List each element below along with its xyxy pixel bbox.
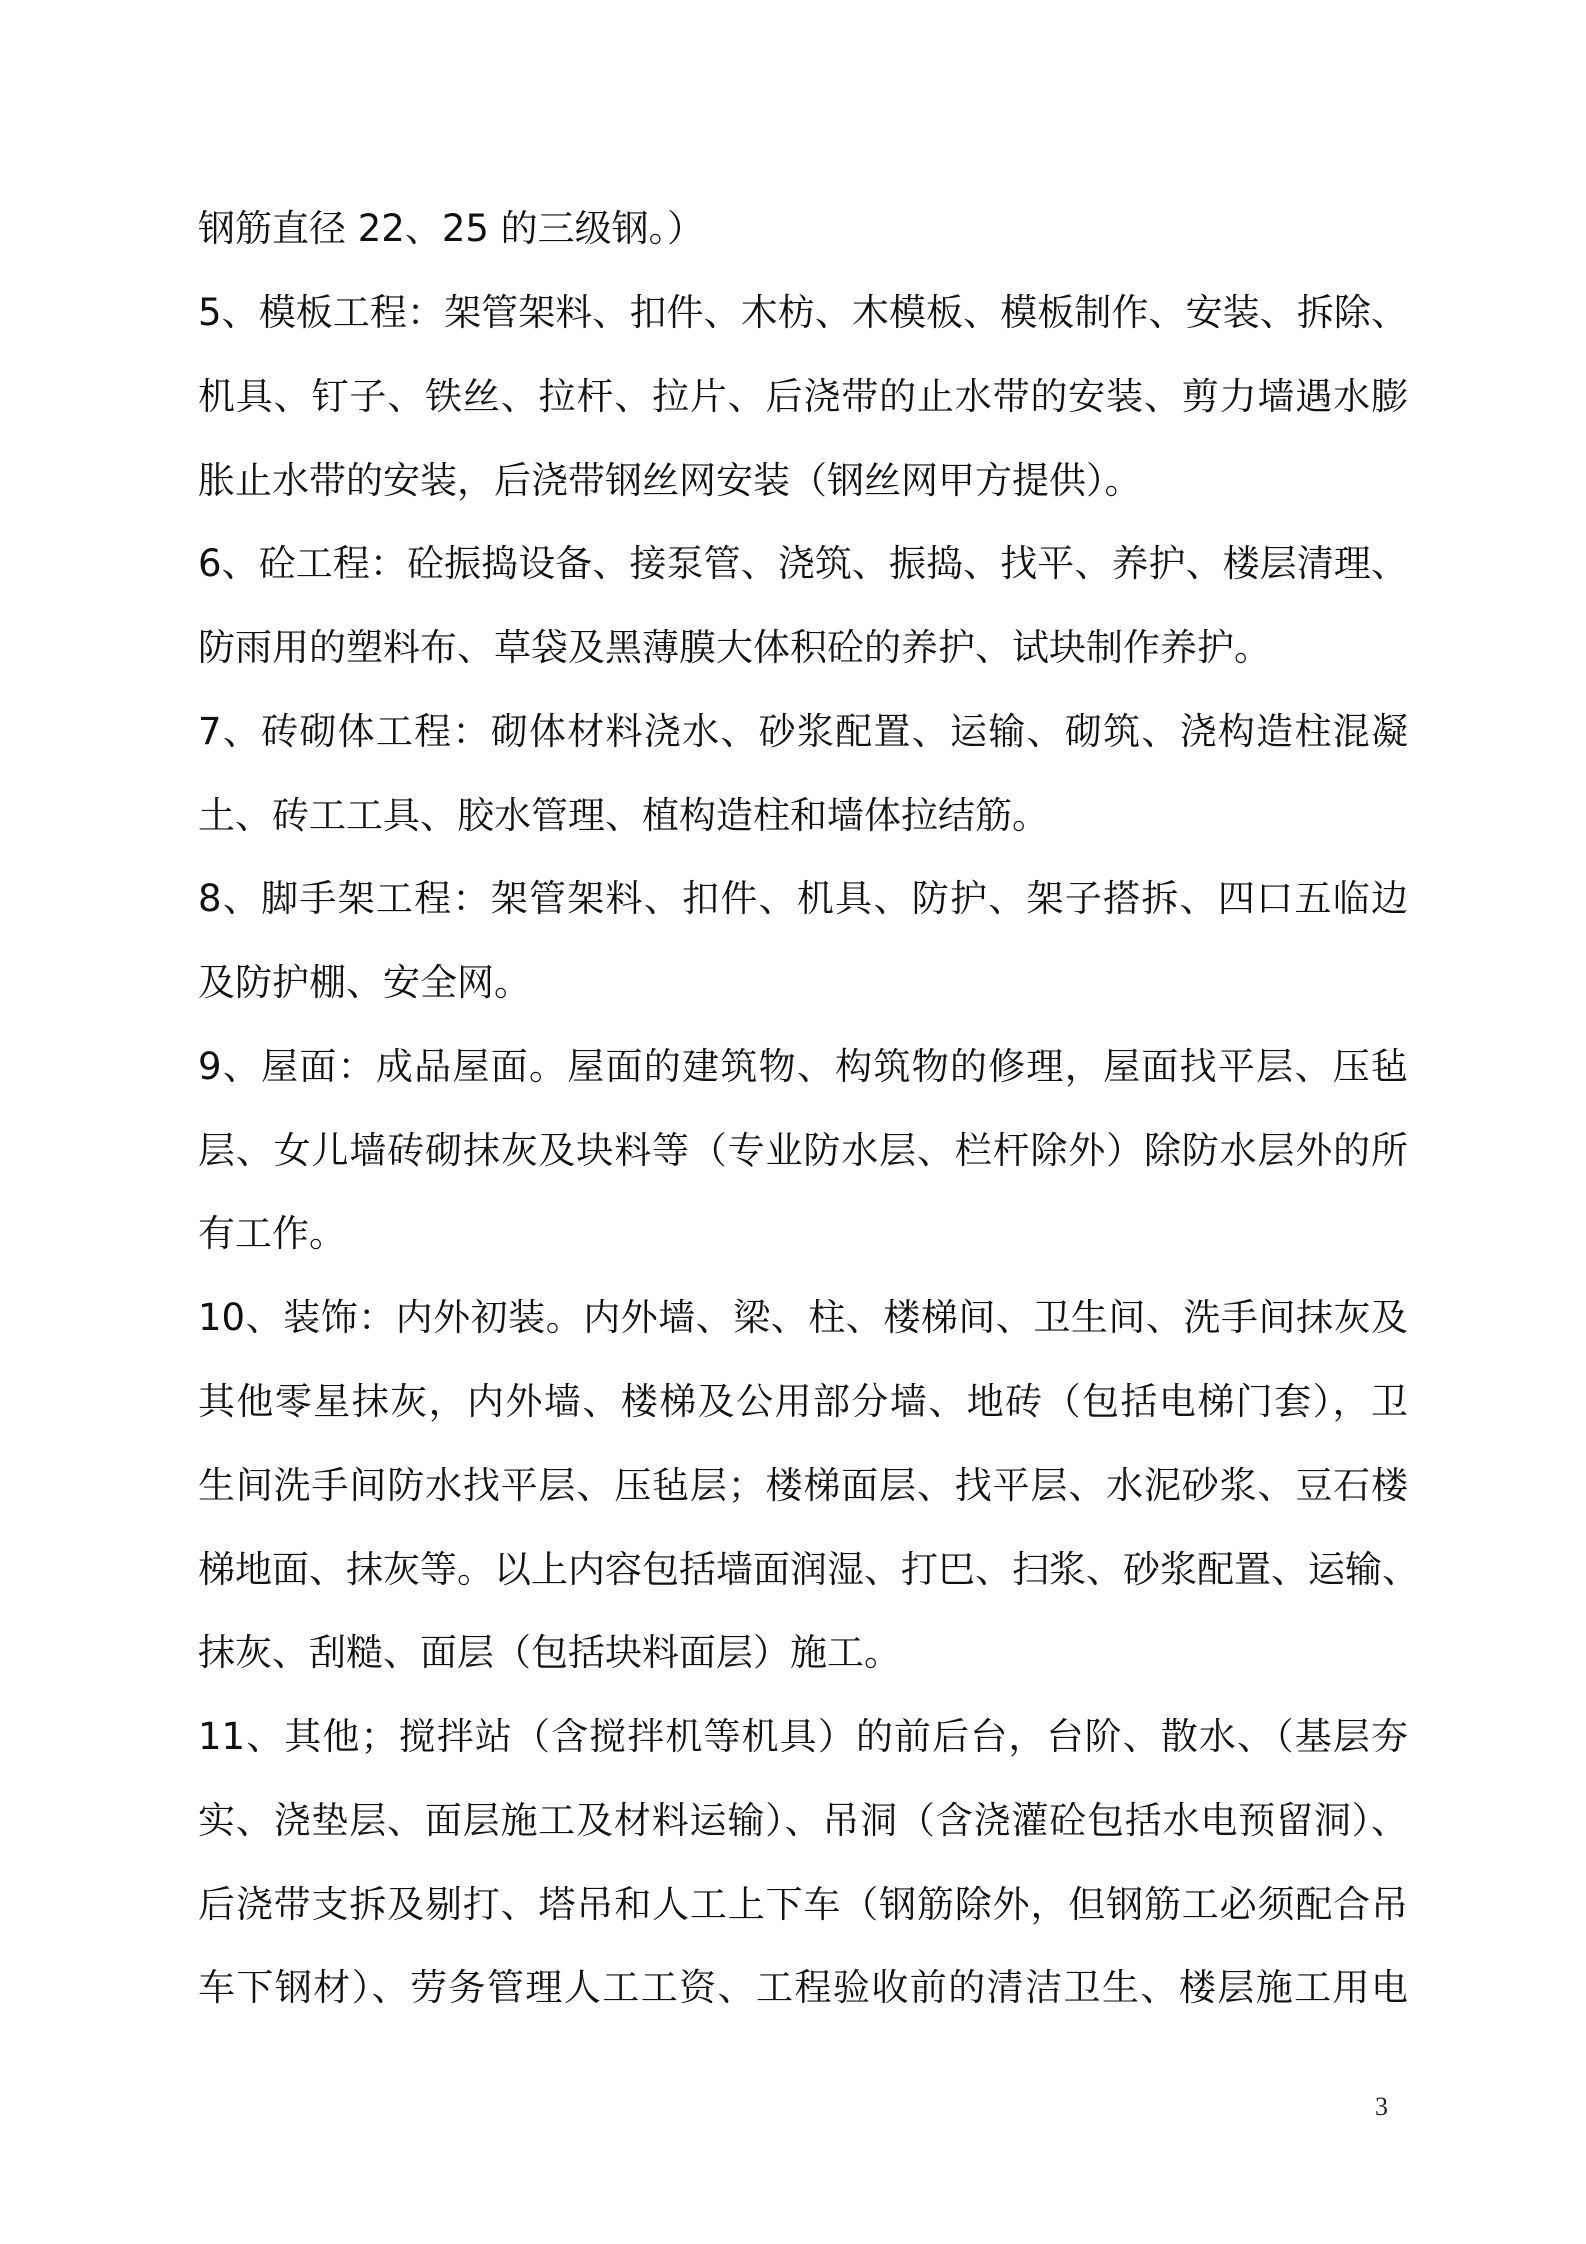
text-line: 有工作。 — [198, 1212, 346, 1255]
text-line: 机具、钉子、铁丝、拉杆、拉片、后浇带的止水带的安装、剪力墙遇水膨 — [198, 375, 1408, 418]
text-line: 后浇带支拆及剔打、塔吊和人工上下车（钢筋除外，但钢筋工必须配合吊 — [198, 1883, 1408, 1926]
text-line: 及防护棚、安全网。 — [198, 961, 531, 1004]
text-line: 9、屋面：成品屋面。屋面的建筑物、构筑物的修理，屋面找平层、压毡 — [198, 1045, 1408, 1088]
text-line: 车下钢材）、劳务管理人工工资、工程验收前的清洁卫生、楼层施工用电 — [198, 1966, 1408, 2009]
text-line: 土、砖工工具、胶水管理、植构造柱和墙体拉结筋。 — [198, 794, 1049, 837]
text-line: 10、装饰：内外初装。内外墙、梁、柱、楼梯间、卫生间、洗手间抹灰及 — [198, 1296, 1408, 1339]
text-line: 其他零星抹灰，内外墙、楼梯及公用部分墙、地砖（包括电梯门套），卫 — [198, 1380, 1408, 1423]
page-number: 3 — [1375, 2092, 1388, 2121]
text-line: 胀止水带的安装，后浇带钢丝网安装（钢丝网甲方提供）。 — [198, 459, 1142, 502]
text-line: 层、女儿墙砖砌抹灰及块料等（专业防水层、栏杆除外）除防水层外的所 — [198, 1129, 1408, 1172]
text-line: 梯地面、抹灰等。以上内容包括墙面润湿、打巴、扫浆、砂浆配置、运输、 — [198, 1548, 1419, 1591]
text-line: 11、其他；搅拌站（含搅拌机等机具）的前后台，台阶、散水、（基层夯 — [198, 1715, 1408, 1758]
text-line: 8、脚手架工程：架管架料、扣件、机具、防护、架子搭拆、四口五临边 — [198, 877, 1408, 920]
text-line: 生间洗手间防水找平层、压毡层；楼梯面层、找平层、水泥砂浆、豆石楼 — [198, 1464, 1408, 1507]
text-line: 防雨用的塑料布、草袋及黑薄膜大体积砼的养护、试块制作养护。 — [198, 626, 1271, 669]
text-line: 5、模板工程：架管架料、扣件、木枋、木模板、模板制作、安装、拆除、 — [198, 291, 1408, 334]
text-line: 6、砼工程：砼振捣设备、接泵管、浇筑、振捣、找平、养护、楼层清理、 — [198, 542, 1408, 585]
text-line: 抹灰、刮糙、面层（包括块料面层）施工。 — [198, 1631, 901, 1674]
text-line: 实、浇垫层、面层施工及材料运输）、吊洞（含浇灌砼包括水电预留洞）、 — [198, 1799, 1408, 1842]
text-line: 7、砖砌体工程：砌体材料浇水、砂浆配置、运输、砌筑、浇构造柱混凝 — [198, 710, 1408, 753]
text-line: 钢筋直径 22、25 的三级钢。） — [198, 207, 705, 250]
